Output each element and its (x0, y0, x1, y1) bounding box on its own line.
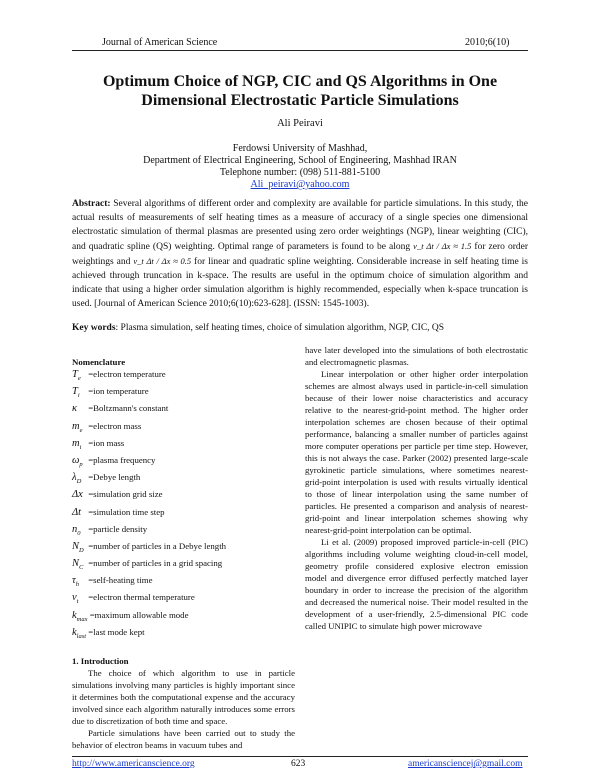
journal-name: Journal of American Science (102, 37, 218, 48)
nomenclature-item (72, 368, 295, 385)
nomenclature-symbol (72, 438, 86, 454)
nomenclature-symbol-main: λ (72, 472, 77, 484)
right-column (305, 344, 528, 632)
abstract-text-1: Several algorithms of different order and complexity are available for particle simulations. In this study, the actual results of measurements of self heating times as a measure of accuracy of a single species one dimensional electrostatic simulation of thermal plasmas are presented using zero order weightings (NGP), linear weighting (CIC), and quadratic spline (QS) weighting. Optimal range of parameters is found to be along (72, 199, 528, 252)
author-email-link[interactable]: Ali_peiravi@yahoo.com (250, 179, 350, 190)
nomenclature-symbol-main: N (72, 540, 80, 552)
right-paragraph-0: have later developed into the simulations of both electrostatic and electromagnetic plasmas. (305, 345, 528, 367)
nomenclature-symbol (72, 455, 86, 471)
left-column (72, 344, 295, 751)
nomenclature-symbol-main: v (72, 592, 77, 604)
nomenclature-symbol (72, 524, 86, 540)
nomenclature-description: =Debye length (86, 472, 141, 483)
nomenclature-description: =particle density (86, 523, 148, 534)
nomenclature-symbol-subscript: i (77, 392, 80, 400)
nomenclature-description: =Boltzmann's constant (86, 403, 169, 414)
nomenclature-symbol-subscript: 0 (77, 529, 81, 537)
nomenclature-symbol-main: k (72, 609, 77, 621)
footer-divider (72, 756, 528, 757)
nomenclature-symbol (72, 627, 86, 643)
nomenclature-item (72, 420, 295, 437)
nomenclature-item (72, 540, 295, 557)
abstract (72, 197, 528, 311)
paper-title: Optimum Choice of NGP, CIC and QS Algorithms in One Dimensional Electrostatic Particle Simulations (102, 73, 498, 109)
nomenclature-item (72, 523, 295, 540)
nomenclature-symbol (72, 386, 86, 402)
nomenclature-symbol (72, 592, 86, 608)
nomenclature-symbol-subscript: i (79, 443, 82, 451)
nomenclature-item (72, 402, 295, 419)
nomenclature-symbol (72, 369, 86, 385)
nomenclature-symbol (72, 472, 86, 488)
nomenclature-description: =maximum allowable mode (87, 609, 189, 620)
footer-email-link[interactable]: americansciencej@gmail.com (408, 759, 523, 769)
nomenclature-symbol-subscript: p (79, 461, 83, 469)
nomenclature-symbol-main: κ (72, 403, 78, 415)
nomenclature-symbol (72, 507, 86, 523)
nomenclature-symbol-subscript: max (76, 615, 88, 623)
header-divider (72, 50, 528, 51)
nomenclature-description: =electron thermal temperature (86, 592, 195, 603)
nomenclature-symbol-subscript: e (77, 375, 81, 383)
nomenclature-symbol (72, 489, 86, 505)
nomenclature-symbol-subscript: D (79, 546, 84, 554)
nomenclature-list (72, 368, 295, 643)
nomenclature-item (72, 488, 295, 505)
nomenclature-item (72, 591, 295, 608)
nomenclature-item (72, 609, 295, 626)
nomenclature-description: =simulation grid size (86, 489, 163, 500)
nomenclature-symbol-main: τ (72, 575, 76, 587)
abstract-formula-2: v_t Δt / Δx ≈ 0.5 (133, 256, 192, 266)
nomenclature-symbol-subscript: e (79, 426, 83, 434)
nomenclature-description: =ion mass (86, 437, 125, 448)
nomenclature-symbol-subscript: C (79, 564, 84, 572)
nomenclature-symbol (72, 575, 86, 591)
keywords-text: : Plasma simulation, self heating times, choice of simulation algorithm, NGP, CIC, QS (115, 323, 445, 333)
nomenclature-symbol-subscript: D (76, 478, 82, 486)
author-name: Ali Peiravi (277, 118, 323, 129)
nomenclature-symbol-subscript: last (76, 632, 87, 640)
footer-website-link[interactable]: http://www.americanscience.org (72, 759, 195, 769)
nomenclature-item (72, 557, 295, 574)
nomenclature-item (72, 471, 295, 488)
section-title-introduction: 1. Introduction (72, 656, 129, 666)
nomenclature-symbol (72, 421, 86, 437)
nomenclature-item (72, 574, 295, 591)
nomenclature-description: =self-heating time (86, 575, 153, 586)
intro-paragraph-2: Particle simulations have been carried out to study the behavior of electron beams in vacuum tubes and (72, 728, 295, 750)
nomenclature-symbol-main: k (72, 626, 77, 638)
nomenclature-item (72, 626, 295, 643)
nomenclature-symbol-main: m (72, 420, 80, 432)
abstract-label: Abstract: (72, 199, 111, 209)
intro-paragraph-1: The choice of which algorithm to use in particle simulations involving many particles is highly important since it determines both the computational expense and the accuracy involved since each algorithm naturally introduces some errors due to discretization of both time and space. (72, 668, 295, 726)
nomenclature-symbol-subscript: h (75, 581, 80, 589)
nomenclature-symbol-main: N (72, 558, 80, 570)
keywords-label: Key words (72, 323, 116, 333)
nomenclature-symbol-main: n (72, 523, 78, 535)
nomenclature-description: =electron temperature (86, 369, 166, 379)
nomenclature-description: =ion temperature (86, 386, 149, 397)
nomenclature-description: =electron mass (86, 420, 142, 431)
nomenclature-description: =simulation time step (86, 506, 165, 517)
nomenclature-description: =number of particles in a grid spacing (86, 558, 223, 569)
nomenclature-symbol (72, 610, 88, 626)
nomenclature-symbol-main: T (72, 369, 78, 380)
affiliation-university: Ferdowsi University of Mashhad, (232, 143, 368, 154)
nomenclature-symbol (72, 558, 86, 574)
keywords (72, 322, 528, 334)
affiliation-telephone: Telephone number: (098) 511-881-5100 (219, 167, 381, 178)
nomenclature-symbol-main: Δx (72, 489, 83, 501)
nomenclature-description: =plasma frequency (86, 454, 156, 465)
right-paragraph-1: Linear interpolation or other higher order interpolation schemes are almost always used in particle-in-cell simulation because of their lower noise characteristics and accuracy relative to the nearest-grid-point method. The higher order interpolation schemes are chosen because of their optimal performance, balancing a smaller number of particles against more computer operations per particle per time step. However, this is not always the case. Parker (2002) presented large-scale gyrokinetic particle simulations, where sometimes nearest-grid-point interpolation is used with results virtually identical to those of linear interpolation using the same number of particles. He presented a comparison and analysis of nearest-grid-point and linear interpolation schemes showing why nearest-grid-point interpolation can be optimal. (305, 369, 528, 535)
page-number: 623 (291, 759, 306, 769)
nomenclature-symbol (72, 541, 86, 557)
journal-issue: 2010;6(10) (465, 37, 510, 48)
nomenclature-symbol-main: Δt (72, 506, 82, 518)
nomenclature-title: Nomenclature (72, 357, 126, 367)
nomenclature-item (72, 506, 295, 523)
nomenclature-symbol-subscript: t (76, 598, 79, 606)
affiliation-department: Department of Electrical Engineering, School of Engineering, Mashhad IRAN (143, 155, 457, 166)
abstract-text-2: for zero order weightings and (72, 242, 528, 267)
nomenclature-item (72, 385, 295, 402)
nomenclature-symbol-main: T (72, 386, 78, 398)
nomenclature-item (72, 437, 295, 454)
nomenclature-symbol (72, 403, 86, 419)
nomenclature-description: =last mode kept (86, 626, 145, 637)
nomenclature-symbol-main: ω (72, 454, 80, 466)
right-paragraph-2: Li et al. (2009) proposed improved particle-in-cell (PIC) algorithms including volume weighting cloud-in-cell model, geometry profile considered explosive electron emission model and divergence error diffused perfectly matched layer boundary in order to increase the precision of the algorithm and decreased the numerical noise. Their model resulted in the development of a user-friendly, 2.5-dimensional PIC code called UNIPIC to simulate high power microwave (305, 537, 528, 631)
nomenclature-symbol-main: m (72, 437, 80, 449)
nomenclature-description: =number of particles in a Debye length (86, 540, 227, 551)
nomenclature-item (72, 454, 295, 471)
abstract-formula-1: v_t Δt / Δx ≈ 1.5 (413, 241, 472, 251)
abstract-text-3: for linear and quadratic spline weighting. Considerable increase in self heating time is achieved through truncation in k-space. The results are useful in the optimum choice of simulation algorithm and indicate that using a higher order simulation algorithm is highly recommended, especially when k-space truncation is used. [Journal of American Science 2010;6(10):623-628]. (ISSN: 1545-1003). (72, 257, 528, 309)
